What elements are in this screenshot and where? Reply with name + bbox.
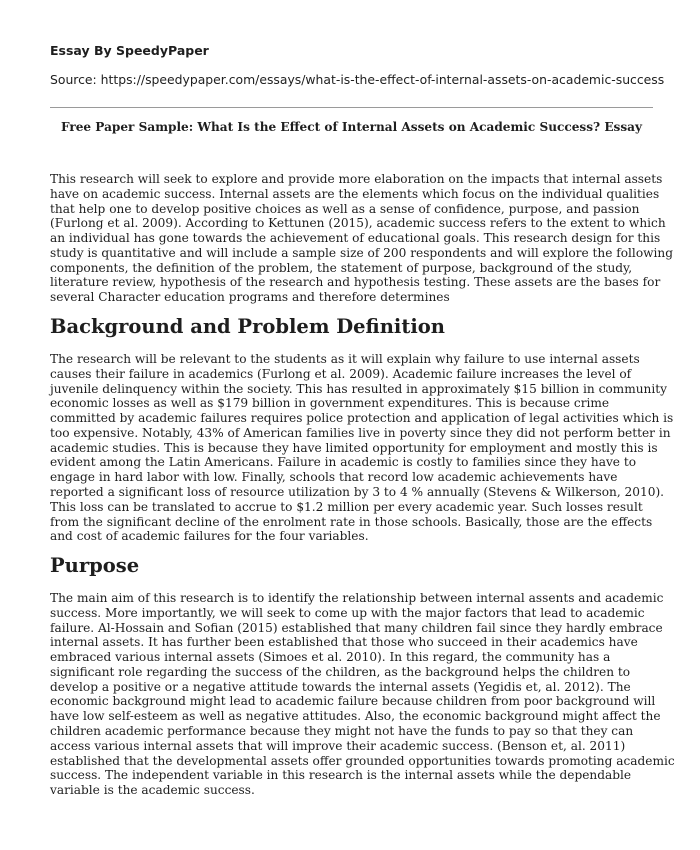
paragraph-line: variable is the academic success.: [50, 783, 255, 798]
paragraph-line: The main aim of this research is to identify the relationship between internal assents and academic: [50, 591, 664, 605]
paragraph-line: The research will be relevant to the students as it will explain why failure to use internal assets: [50, 352, 640, 366]
paragraph-line: established that the developmental assets offer grounded opportunities towards promoting academic: [50, 753, 675, 768]
paragraph-line: economic background might lead to academic failure because children from poor background will: [50, 694, 656, 709]
paragraph-line: from the significant decline of the enrolment rate in those schools. Basically, those are the effects: [50, 514, 653, 529]
paragraph-line: This loss can be translated to accrue to $1.2 million per every academic year. Such losses result: [50, 499, 643, 514]
paragraph-line: failure. Al-Hossain and Sofian (2015) established that many children fail since they hardly embrace: [50, 620, 663, 635]
section-heading-purpose: Purpose: [50, 554, 140, 577]
paragraph-line: (Furlong et al. 2009). According to Kettunen (2015), academic success refers to the extent to which: [50, 216, 666, 231]
paragraph-line: develop a positive or a negative attitude towards the internal assets (Yegidis et, al. 2012). The: [50, 679, 631, 694]
paragraph-line: juvenile delinquency within the society. This has resulted in approximately $15 billion in community: [50, 381, 667, 396]
source-url: Source: https://speedypaper.com/essays/what-is-the-effect-of-internal-assets-on-academic-success: [50, 72, 665, 87]
paragraph-line: access various internal assets that will improve their academic success. (Benson et, al. 2011): [50, 738, 626, 753]
paragraph-line: academic studies. This is because they have limited opportunity for employment and mostly this is: [50, 440, 658, 455]
paragraph-line: an individual has gone towards the achievement of educational goals. This research design for this: [50, 231, 661, 246]
paragraph-line: committed by academic failures requires police protection and application of legal activities which is: [50, 411, 674, 426]
paragraph-line: children academic performance because they might not have the funds to pay so that they can: [50, 724, 634, 739]
paragraph-line: have on academic success. Internal assets are the elements which focus on the individual qualities: [50, 186, 660, 201]
paragraph-line: significant role regarding the success of the children, as the background helps the children to: [50, 664, 631, 679]
paragraph-line: causes their failure in academics (Furlong et al. 2009). Academic failure increases the level of: [50, 366, 632, 381]
purpose-paragraph: [50, 591, 675, 798]
background-paragraph: [50, 352, 674, 544]
section-heading-background: Background and Problem Definition: [50, 315, 445, 338]
paragraph-line: This research will seek to explore and provide more elaboration on the impacts that internal assets: [50, 172, 663, 186]
paragraph-line: and cost of academic failures for the four variables.: [50, 529, 369, 544]
brand-label: Essay By SpeedyPaper: [50, 43, 209, 58]
paragraph-line: components, the definition of the problem, the statement of purpose, background of the study,: [50, 260, 633, 275]
header-divider: [50, 107, 653, 108]
paragraph-line: too expensive. Notably, 43% of American families live in poverty since they did not perform better in: [50, 425, 671, 440]
paragraph-line: have low self-esteem as well as negative attitudes. Also, the economic background might affect the: [50, 709, 661, 724]
paragraph-line: study is quantitative and will include a sample size of 200 respondents and will explore the following: [50, 245, 673, 260]
paragraph-line: evident among the Latin Americans. Failure in academic is costly to families since they have to: [50, 455, 637, 470]
paragraph-line: that help one to develop positive choices as well as a sense of confidence, purpose, and passion: [50, 201, 640, 216]
paragraph-line: internal assets. It has further been established that those who succeed in their academics have: [50, 635, 638, 650]
paragraph-line: several Character education programs and therefore determines: [50, 290, 450, 305]
paragraph-line: embraced various internal assets (Simoes et al. 2010). In this regard, the community has a: [50, 650, 611, 665]
intro-paragraph: [50, 172, 673, 305]
paragraph-line: economic losses as well as $179 billion in government expenditures. This is because crime: [50, 396, 610, 411]
paragraph-line: reported a significant loss of resource utilization by 3 to 4 % annually (Stevens & Wilkerson, 2010).: [50, 485, 665, 500]
paragraph-line: success. The independent variable in this research is the internal assets while the dependable: [50, 768, 632, 783]
paragraph-line: engage in hard labor with low. Finally, schools that record low academic achievements have: [50, 470, 618, 485]
paragraph-line: success. More importantly, we will seek to come up with the major factors that lead to academic: [50, 605, 645, 620]
essay-title: Free Paper Sample: What Is the Effect of Internal Assets on Academic Success? Essay: [60, 120, 643, 134]
paragraph-line: literature review, hypothesis of the research and hypothesis testing. These assets are the bases for: [50, 275, 661, 290]
